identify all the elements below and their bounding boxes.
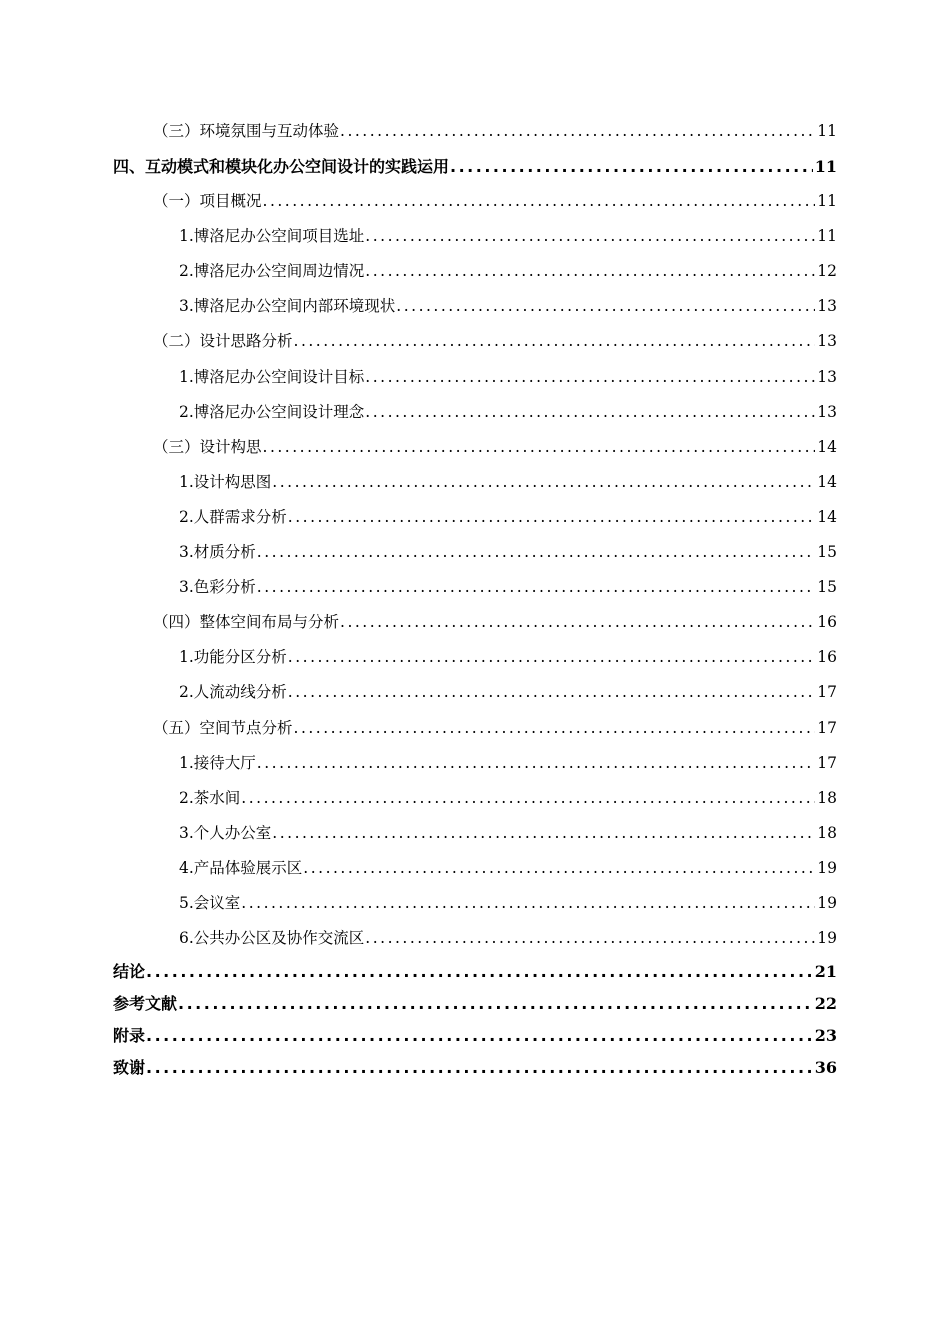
toc-entry-title: （五）空间节点分析 xyxy=(153,718,293,737)
toc-entry-title: 参考文献 xyxy=(113,994,178,1014)
dot-leader xyxy=(241,886,815,921)
toc-entry-title: 1.功能分区分析 xyxy=(179,648,287,667)
toc-entry-title: 结论 xyxy=(113,962,146,982)
toc-entry-title: 1.博洛尼办公空间设计目标 xyxy=(179,367,365,386)
toc-entry-page: 12 xyxy=(817,262,837,281)
toc-entry[interactable] xyxy=(113,324,837,359)
toc-entry-title: （三）设计构思 xyxy=(153,437,262,456)
toc-entry[interactable] xyxy=(113,851,837,886)
toc-entry-title: 5.会议室 xyxy=(179,893,241,912)
toc-chapter-entry[interactable] xyxy=(113,149,837,184)
toc-chapter-entry[interactable] xyxy=(113,1052,837,1084)
toc-entry-page: 16 xyxy=(817,613,837,632)
toc-entry[interactable] xyxy=(113,886,837,921)
toc-entry-title: （四）整体空间布局与分析 xyxy=(153,613,340,632)
dot-leader xyxy=(272,465,815,500)
dot-leader xyxy=(263,184,816,219)
toc-entry-title: 1.接待大厅 xyxy=(179,753,256,772)
toc-entry-title: （一）项目概况 xyxy=(153,192,262,211)
dot-leader xyxy=(178,988,813,1020)
toc-entry-page: 11 xyxy=(814,157,837,177)
toc-entry[interactable] xyxy=(113,289,837,324)
toc-entry[interactable] xyxy=(113,675,837,710)
dot-leader xyxy=(241,781,815,816)
toc-entry-page: 14 xyxy=(817,507,837,526)
toc-entry-title: 2.博洛尼办公空间周边情况 xyxy=(179,262,365,281)
toc-entry[interactable] xyxy=(113,921,837,956)
toc-entry[interactable] xyxy=(113,360,837,395)
toc-entry-page: 13 xyxy=(817,367,837,386)
toc-entry-page: 18 xyxy=(817,823,837,842)
dot-leader xyxy=(340,605,815,640)
dot-leader xyxy=(263,430,816,465)
dot-leader xyxy=(365,219,815,254)
toc-entry-page: 17 xyxy=(817,718,837,737)
dot-leader xyxy=(365,254,815,289)
toc-entry[interactable] xyxy=(113,711,837,746)
toc-entry-page: 11 xyxy=(817,192,837,211)
toc-entry-title: 附录 xyxy=(113,1026,146,1046)
toc-chapter-entry[interactable] xyxy=(113,956,837,988)
toc-entry-page: 11 xyxy=(817,122,837,140)
toc-entry-page: 22 xyxy=(814,994,837,1014)
dot-leader xyxy=(272,816,815,851)
toc-entry-title: 四、互动模式和模块化办公空间设计的实践运用 xyxy=(113,157,450,177)
dot-leader xyxy=(288,500,815,535)
toc-entry-page: 36 xyxy=(814,1058,837,1078)
toc-chapter-entry[interactable] xyxy=(113,988,837,1020)
dot-leader xyxy=(450,149,813,184)
toc-entry-title: 2.人群需求分析 xyxy=(179,507,287,526)
toc-chapter-entry[interactable] xyxy=(113,1020,837,1052)
dot-leader xyxy=(340,114,815,149)
toc-entry-title: 2.人流动线分析 xyxy=(179,683,287,702)
dot-leader xyxy=(257,570,815,605)
toc-entry-title: 4.产品体验展示区 xyxy=(179,858,303,877)
toc-entry-title: 3.材质分析 xyxy=(179,543,256,562)
toc-entry[interactable] xyxy=(113,114,837,149)
toc-entry-title: 3.博洛尼办公空间内部环境现状 xyxy=(179,297,396,316)
toc-entry[interactable] xyxy=(113,500,837,535)
toc-entry-title: 6.公共办公区及协作交流区 xyxy=(179,929,365,948)
toc-entry-page: 13 xyxy=(817,332,837,351)
toc-entry-title: 2.博洛尼办公空间设计理念 xyxy=(179,402,365,421)
toc-entry-title: 1.博洛尼办公空间项目选址 xyxy=(179,227,365,246)
toc-entry-page: 13 xyxy=(817,297,837,316)
dot-leader xyxy=(396,289,815,324)
toc-entry-page: 19 xyxy=(817,929,837,948)
toc-entry[interactable] xyxy=(113,640,837,675)
toc-entry[interactable] xyxy=(113,605,837,640)
toc-entry[interactable] xyxy=(113,781,837,816)
toc-entry-page: 14 xyxy=(817,437,837,456)
toc-entry-title: 3.色彩分析 xyxy=(179,578,256,597)
dot-leader xyxy=(146,956,813,988)
toc-entry-page: 21 xyxy=(814,962,837,982)
toc-entry-page: 17 xyxy=(817,753,837,772)
toc-entry-page: 19 xyxy=(817,893,837,912)
toc-entry[interactable] xyxy=(113,430,837,465)
toc-entry-page: 14 xyxy=(817,472,837,491)
dot-leader xyxy=(146,1020,813,1052)
toc-entry-page: 11 xyxy=(817,227,837,246)
table-of-contents xyxy=(113,114,837,1084)
toc-entry[interactable] xyxy=(113,570,837,605)
dot-leader xyxy=(303,851,815,886)
toc-entry-page: 16 xyxy=(817,648,837,667)
dot-leader xyxy=(288,675,815,710)
toc-entry[interactable] xyxy=(113,184,837,219)
toc-entry-page: 18 xyxy=(817,788,837,807)
toc-entry-title: （二）设计思路分析 xyxy=(153,332,293,351)
dot-leader xyxy=(146,1052,813,1084)
dot-leader xyxy=(294,711,816,746)
toc-entry-title: （三）环境氛围与互动体验 xyxy=(153,122,340,140)
toc-entry[interactable] xyxy=(113,465,837,500)
dot-leader xyxy=(257,535,815,570)
toc-entry[interactable] xyxy=(113,816,837,851)
toc-entry-page: 15 xyxy=(817,578,837,597)
toc-entry-page: 23 xyxy=(814,1026,837,1046)
toc-entry[interactable] xyxy=(113,395,837,430)
dot-leader xyxy=(257,746,815,781)
toc-entry[interactable] xyxy=(113,254,837,289)
dot-leader xyxy=(365,395,815,430)
dot-leader xyxy=(365,921,815,956)
toc-entry-title: 1.设计构思图 xyxy=(179,472,272,491)
toc-entry-page: 19 xyxy=(817,858,837,877)
toc-entry[interactable] xyxy=(113,219,837,254)
toc-entry-page: 17 xyxy=(817,683,837,702)
toc-entry-title: 致谢 xyxy=(113,1058,146,1078)
dot-leader xyxy=(294,324,816,359)
toc-entry-title: 3.个人办公室 xyxy=(179,823,272,842)
toc-entry-page: 15 xyxy=(817,543,837,562)
dot-leader xyxy=(288,640,815,675)
toc-entry[interactable] xyxy=(113,746,837,781)
toc-entry-page: 13 xyxy=(817,402,837,421)
toc-entry-title: 2.茶水间 xyxy=(179,788,241,807)
toc-entry[interactable] xyxy=(113,535,837,570)
dot-leader xyxy=(365,360,815,395)
